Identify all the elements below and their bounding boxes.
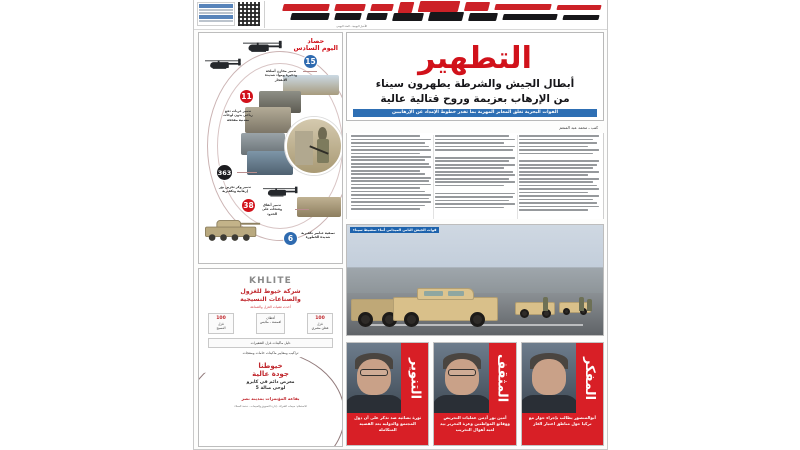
masthead-text-line-2 xyxy=(199,12,233,14)
columnist-card-3[interactable] xyxy=(346,342,429,446)
advert-chip-2 xyxy=(256,313,285,334)
masthead-divider xyxy=(264,1,265,28)
headline-subtitle-line-2: من الإرهاب بعزيمة وروح قتالية عالية xyxy=(380,93,570,106)
columnist-photo-1 xyxy=(522,343,576,413)
advert-fine-print: للاستعلام: مبيعات الشركة - إدارة التسويق والمبيعات - خدمة العملاء xyxy=(234,405,307,409)
columnist-blurb-2: أمين نور أدمن عمليات التحريض ووقائع المواطنين وعزة التحرير بيد لعبة أهوال التخريب xyxy=(434,413,515,445)
headline-block xyxy=(346,32,604,121)
infographic-badge-11: 11 xyxy=(239,89,254,104)
infographic-panel xyxy=(198,32,343,264)
advert-slogan-line-1: خيوطنا xyxy=(258,361,283,370)
infographic-title-line-2: اليوم السادس xyxy=(293,44,338,53)
infographic-connector-363 xyxy=(237,172,257,173)
headline-subtitle-line-1: أبطال الجيش والشرطة يطهرون سيناء xyxy=(375,77,575,90)
page-body xyxy=(194,30,607,450)
infographic-photo-soldier-circle xyxy=(285,117,343,175)
masthead-blue-bar-1 xyxy=(199,4,233,8)
infographic-title-line-1: حصاد xyxy=(307,37,325,45)
advert-chip-1-line2: النسيج xyxy=(216,326,226,331)
columnist-card-2[interactable] xyxy=(433,342,516,446)
advert-chip-1 xyxy=(208,313,234,334)
infographic-photo-debris xyxy=(297,197,341,217)
article-column-2 xyxy=(435,135,515,219)
infographic-connector-6 xyxy=(295,209,309,210)
newspaper-logo xyxy=(283,0,603,27)
advert-chip-3-line2: قطن مصري xyxy=(311,326,329,331)
infographic-label-38: تدمير أنفاق وفتحات على الحدود xyxy=(262,203,282,216)
advert-chip-1-number: 100 xyxy=(216,316,226,322)
infographic-badge-15: 15 xyxy=(303,54,318,69)
photo-soldier-3 xyxy=(587,299,592,311)
infographic-label-11: تدمير عربات دفع رباعي بدون لوحات معدنية مفخخة xyxy=(223,109,253,122)
newspaper-front-page xyxy=(193,0,608,450)
photo-soldier-2 xyxy=(579,297,584,311)
advert-chip-3-number: 100 xyxy=(315,316,325,322)
infographic-connector-15 xyxy=(303,71,317,72)
advert-chip-1-line1: غزل xyxy=(218,322,224,327)
infographic-label-363: تدمير وكر تخزين بؤر إرهابية وتكفيرية xyxy=(218,185,251,194)
columnist-photo-2 xyxy=(434,343,488,413)
advert-chip-3-line1: غزل xyxy=(317,322,323,327)
advert-wide-banner: دليل ماكينات غزل الشعيرات xyxy=(208,338,333,348)
infographic-badge-363: 363 xyxy=(216,164,233,181)
advert-logo xyxy=(199,276,342,286)
masthead-blue-bar-2 xyxy=(199,15,233,19)
columnist-card-1[interactable] xyxy=(521,342,604,446)
infographic-title xyxy=(294,38,338,53)
photo-vehicle-cab xyxy=(417,288,475,300)
advert-chip-2-line1: أقطان xyxy=(266,316,275,321)
photo-soldier-1 xyxy=(543,297,548,311)
secondary-column xyxy=(198,32,343,447)
qr-code-icon xyxy=(238,2,260,26)
article-body xyxy=(346,133,604,219)
infographic-badge-6: 6 xyxy=(283,231,298,246)
columnist-name-1: المفكر xyxy=(576,343,603,413)
advert-chip-row xyxy=(199,309,342,334)
lead-story-column xyxy=(346,32,604,447)
masthead-issue-line: الأخبار اليومية - العدد اليومى xyxy=(336,25,367,28)
article-column-3 xyxy=(351,135,431,219)
infographic-label-6: تصفية عناصر تكفيرية شديدة الخطورة xyxy=(301,231,335,240)
advert-slogan-line-2: جودة عالية xyxy=(252,369,289,378)
advert-venue-line-1: معرض دائم في كايرو xyxy=(246,379,295,385)
infographic-label-15: تدمير مخازن أسلحة وذخيرة ومواد شديدة الانفجار xyxy=(265,69,297,82)
masthead-text-line-1 xyxy=(199,9,233,11)
columnist-name-2: المثقف xyxy=(489,343,516,413)
infographic-badge-38: 38 xyxy=(241,198,256,213)
columnist-blurb-3: ثورة بصائية ضد تذكر على أن دول المجتمع والدولية بعد القضية المتكاملة xyxy=(347,413,428,445)
masthead xyxy=(194,0,607,30)
lead-photo xyxy=(346,224,604,336)
article-byline: كتب ـ محمد عبد المنعم xyxy=(559,125,598,131)
photo-caption: قوات الجيش الثاني الميداني أثناء تمشيط سيناء xyxy=(350,227,439,233)
advert-feature-row: تراكيب ومعايير ماكينات خامات ومنتجات xyxy=(242,350,299,355)
columnist-photo-3 xyxy=(347,343,401,413)
advert-logo-text: KHLITE xyxy=(248,276,293,286)
headline-strapline: القوات البحرية تغلق المعابر المهربة بما تقدر خطوط الإمداد عن الإرهابيين xyxy=(353,109,597,117)
advert-chip-3 xyxy=(307,313,333,334)
photo-armoured-vehicle xyxy=(393,297,498,321)
advert-venue-line-2: لوحى صالة 5 xyxy=(255,385,286,391)
columnists-strip xyxy=(346,342,604,446)
masthead-info-box xyxy=(197,2,235,26)
advert-title-line-1: شركة خيوط للغزول xyxy=(240,288,301,295)
advertisement-panel[interactable] xyxy=(198,268,343,447)
advert-title-line-2: والصناعات النسيجية xyxy=(240,296,301,304)
photo-convoy-vehicle-2 xyxy=(515,302,555,315)
columnist-blurb-1: أبوالمنصور يطالب بإجراء حوار مع تركيا حول مناطق اعتبار الغاز xyxy=(522,413,603,445)
article-column-1 xyxy=(519,135,599,219)
page-title: التطهير xyxy=(418,41,532,76)
advert-subtitle: أحدث تقنيات الغزل والصناعة xyxy=(250,305,291,310)
columnist-name-3: التنوير xyxy=(401,343,428,413)
advert-footer: بقاعة المؤتمرات بمدينة نصر xyxy=(241,396,300,402)
masthead-text-line-3 xyxy=(199,20,233,22)
advert-chip-2-line2: اقمشة - ملابس xyxy=(259,320,282,325)
